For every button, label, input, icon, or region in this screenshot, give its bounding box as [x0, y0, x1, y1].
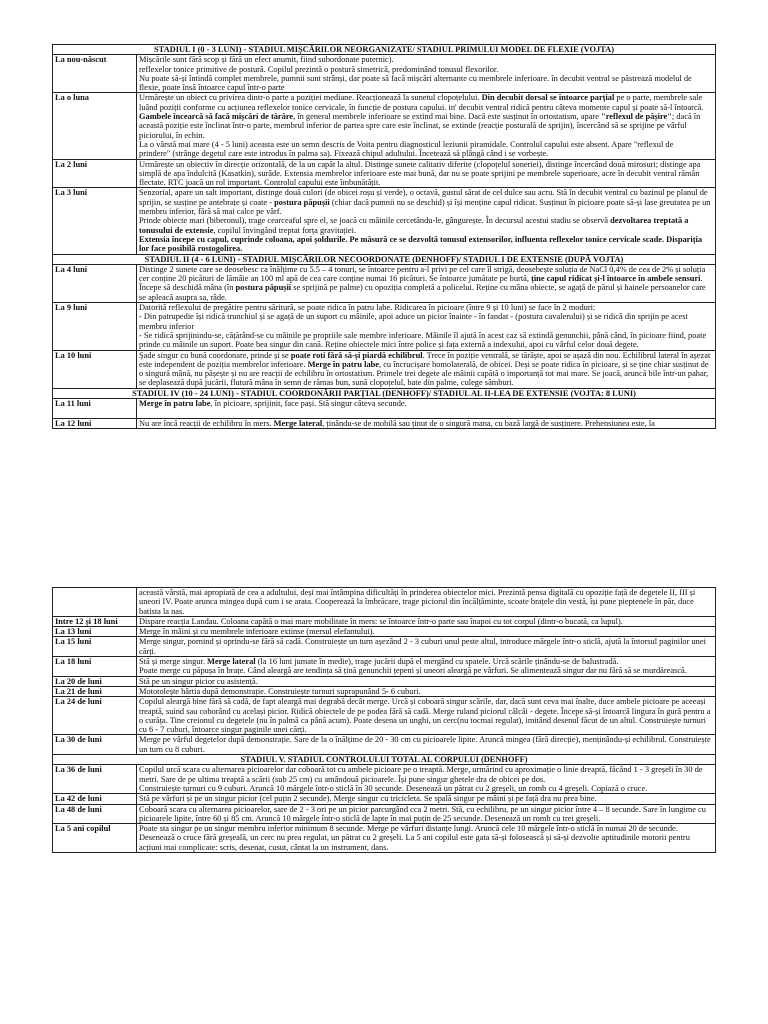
age-cell: La 11 luni [53, 398, 137, 418]
blank-line [139, 408, 713, 417]
description-cell [137, 93, 716, 159]
description-line: - Se ridică sprijinindu-se, cățărând-se cu mâinile pe propriile sale membre inferioare. Mâinile îl ajută în acest caz să extindă genunchii, până când, în picioare fiind, poate prinde cu mâinile un suport. Poate bea singur din cană. Reține obiectele mici între police și fața externă a indexului, apoi cu vârful celor două degete. [139, 330, 707, 350]
stage-title: STADIUL I (0 - 3 LUNI) - STADIUL MIȘCĂRILOR NEORGANIZATE/ STADIUL PRIMULUI MODEL DE FLEXIE (VOJTA) [53, 45, 716, 55]
description-line: Coboară scara cu alternarea picioarelor, sare de 2 - 3 ori pe un picior parcurgând cca 2 metri. Stă, cu echilibru, pe un singur picior între 4 – 8 secunde. Sare în lungime cu picioarele lipite, între 60 și 85 cm. Aruncă 10 mărgele într-o sticlă de lapte în mai puțin de 25 secunde. Desenează un romb cu trei greșeli. [139, 804, 706, 823]
description-line: Mototolește hârtia după demonstrație. Construiește turnuri suprapunând 5- 6 cuburi. [139, 686, 421, 696]
description-cell [137, 735, 716, 755]
table-row [53, 188, 716, 254]
table-row [53, 697, 716, 735]
table-row [53, 93, 716, 159]
description-cell [137, 616, 716, 626]
age-cell: La 24 de luni [53, 697, 137, 735]
age-cell: La 2 luni [53, 159, 137, 188]
table-1-body [53, 45, 716, 429]
description-line: Copilul urcă scara cu alternarea picioarelor dar coboară tot cu ambele picioare pe o treaptă. Merge, urmărind cu aproximație o linie dreaptă, făcând 1 - 3 greșeli în 30 de metri. Sare de pe ultima treaptă a scării (sub 25 cm) cu amândouă picioarele. Își pune singur ghetele dra de obicei pe dos. [139, 765, 703, 784]
description-line: Datorită reflexului de pregătire pentru săritură, se poate ridica în patru labe. Ridicarea în picioare (între 9 și 10 luni) se face în 2 moduri: [139, 303, 596, 313]
description-line: Extensia începe cu capul, cuprinde coloana, apoi șoldurile. Pe măsură ce se dezvoltă tonusul extensorilor, influenta reflexelor tonice cervicale scade. Dispariția lor face posibilă rostogolirea. [139, 234, 703, 254]
age-cell: La 13 luni [53, 627, 137, 637]
table-row [53, 657, 716, 677]
age-cell: La 3 luni [53, 188, 137, 254]
description-line: Mișcările sunt fără scop și fără un efect anumit, fiind subordonate puternic). [139, 55, 394, 65]
table-row [53, 686, 716, 696]
stage-title: STADIUL IV (10 - 24 LUNI) - STADIUL COORDONĂRII PARȚIAL (DENHOFF)/ STADIUL AL II-LEA DE EXTENSIE (VOJTA: 8 LUNI) [53, 388, 716, 398]
description-line: Stă pe un singur picior cu asistență. [139, 676, 258, 686]
development-table-part-2 [52, 587, 716, 853]
stage-header [53, 388, 716, 398]
description-cell [137, 188, 716, 254]
table-row [53, 55, 716, 93]
age-cell [53, 588, 137, 617]
age-cell: La 18 luni [53, 657, 137, 677]
description-line: reflexelor tonice primitive de postură. Copilul prezintă o postură simetrică, predominând tonusul flexorilor. [139, 64, 499, 74]
description-cell [137, 637, 716, 657]
description-cell [137, 686, 716, 696]
description-line: Senzorial, apare un salt important, distinge două culori (de obicei roșu și verde), o octavă, gustul sărat de cel dulce sau acru. Stă în decubit ventral cu bazinul pe planul de sprijin, se susține pe antebrațe și coate - postura păpușii (chiar dacă pumnii nu se deschid) și își menține capul ridicat. Susținut în picioare poate să-și lase greutatea pe un membru inferior, fără să mai calce pe vârf. [139, 188, 711, 217]
table-row [53, 159, 716, 188]
description-line: Prinde obiecte mari (biberonul), trage cearceaful spre el, se joacă cu mâinile cercetându-le, gângurește. În decursul acestui stadiu se observă dezvoltarea treptată a tonusului de extensie, copilul învingând treptat forța gravitației. [139, 216, 689, 235]
description-line: La o vârstă mai mare (4 - 5 luni) aceasta este un semn descris de Voita pentru diagnosticul leziunii piramidale. Controlul capului este absent. Apare "reflexul de [139, 139, 674, 149]
table-row [53, 588, 716, 617]
description-line: această vârstă, mai apropiată de cea a adultului, deși mai întâmpina dificultăți în prinderea obiectelor mici. Prezintă pensa digitală cu opoziție față de degetele II, III și uneori IV. Poate arunca mingea după cum i se arata. Cooperează la îmbrăcare, trage piciorul din încălțăminte, scoate brațele din vestă, își pune pieptenele în păr, duce batista la nas. [139, 588, 696, 616]
stage-header [53, 254, 716, 264]
table-2-body [53, 588, 716, 853]
description-line: Poate merge cu păpușa în brațe. Când aleargă are tendința să țină genunchii țepeni și uneori aleargă pe vârfuri. Se alimentează singur dar nu fără să se murdărească. [139, 666, 687, 676]
age-cell: Intre 12 și 18 luni [53, 616, 137, 626]
description-line: Nu are încă reacții de echilibru în mers. Merge lateral, ținându-se de mobilă sau ținut de o singură mana, cu bază largă de susținere. Prehensiunea este, la [139, 418, 655, 428]
stage-header [53, 755, 716, 765]
description-cell [137, 824, 716, 853]
table-row [53, 735, 716, 755]
description-cell [137, 264, 716, 302]
age-cell: La nou-născut [53, 55, 137, 93]
table-row [53, 398, 716, 418]
description-line: Gambele încearcă să facă mișcări de târâre, în general membrele inferioare se extind mai bine. Dacă este susținut în ortostatism, apare "reflexul de pășire"; dacă în această poziție este înclinat într-o parte, membrul inferior de partea spre care este înclinat, se extinde (reacție posturală de sprijin), încercând să se sprijine pe vârful piciorului, în echin. [139, 112, 701, 140]
description-cell [137, 55, 716, 93]
description-cell [137, 303, 716, 350]
description-line: Nu poate să-și întindă complet membrele, pumnii sunt strânși, dar poate să facă mișcări alternante cu membrele inferioare. în decubit ventral se păstrează modelul de flexie, poate însă întoarce capul într-o parte [139, 73, 692, 93]
description-cell [137, 676, 716, 686]
description-line: Merge în patru labe, în picioare, sprijinit, face pași. Stă singur câteva secunde. [139, 398, 407, 408]
age-cell: La 21 de luni [53, 686, 137, 696]
description-line: Stă și merge singur. Merge lateral (la 16 luni jumate în medie), trage jucării după el mergând cu spatele. Urcă scările ținându-se de balustradă. [139, 657, 619, 667]
description-cell [137, 657, 716, 677]
description-line: Poate sta singur pe un singur membru inferior minimum 8 secunde. Merge pe vârfuri distanțe lungi. Aruncă cele 10 mărgele într-o sticlă în numai 20 de secunde. Desenează o cruce fără greșeală, un cerc nu prea regulat, un pătrat cu 2 greșeli. La 5 ani copilul este gata să-și folosească și să-și dezvolte aptitudinile motorii pentru acțiuni mai complicate: scris, desenat, cusut, cântat la un instrument, dans. [139, 824, 690, 852]
age-cell: La 15 luni [53, 637, 137, 657]
age-cell: La 10 luni [53, 350, 137, 388]
stage-header [53, 45, 716, 55]
age-cell: La 20 de luni [53, 676, 137, 686]
table-row [53, 264, 716, 302]
table-row [53, 627, 716, 637]
description-cell [137, 588, 716, 617]
description-line: Merge pe vârful degetelor după demonstrație. Sare de la o înălțime de 20 - 30 cm cu picioarele lipite. Aruncă mingea (fără direcție), menținându-și echilibrul. Construiește un turn cu 8 cuburi. [139, 735, 711, 754]
age-cell: La 4 luni [53, 264, 137, 302]
description-line: - Din patrupedie își ridică trunchiul și se agață de un suport cu mâinile, apoi aduce un picior înainte - în fandat - (postura cavalerului) și se ridică din sprijin pe acest membru inferior [139, 312, 688, 331]
age-cell: La 12 luni [53, 418, 137, 428]
table-row [53, 824, 716, 853]
description-cell [137, 697, 716, 735]
table-row [53, 804, 716, 824]
description-line: Copilul aleargă bine fără să cadă, de fapt aleargă mai degrabă decât merge. Urcă și coboară singur scările, dar, dacă sunt ceva mai înalte, duce ambele picioare pe aceeași treaptă, suind sau coborând cu același picior. Ridică obiectele de pe podea fără să cadă. Merge ruland piciorul călcâi - degete. Începe să-și întoarcă lingura în gură pentru a o curăța. Tine creionul cu degetele (nu în palmă ca până acum). Poate desena un unghi, un cerc(nu tocmai regulat), imitând desenul făcut de un altul. Construiește turnuri cu 6 - 7 cuburi, întoarce singur paginile unei cărți. [139, 697, 711, 735]
table-row [53, 418, 716, 428]
description-line: Urmărește un obiectiv în direcție orizontală, de la un capăt la altul. Distinge sunete calitativ diferite (clopoțelul soneriei), distinge încercând două mirosuri; distinge apa simplă de apa îndulcită (Kasatkin), surâde. Extensia membrelor inferioare este mai bună, dar nu se poate sprijini pe membrele superioare, acre în decubit ventral rămân flectate. RTC joacă un rol important. Controlul capului este îmbunătățit. [139, 159, 701, 188]
description-line: Distinge 2 sunete care se deosebesc ca înălțime cu 5.5 – 4 tonuri, se întoarce pentru a-l privi pe cel care îl strigă, deosebește soluția de NaCl 0,4% de cea de 2% și soluția cer conține 20 picături de lămâie an 100 ml apă de cea care conține numai 16 picături. Se întoarce jumătate pe burtă, ține capul ridicat și-l întoarce în ambele sensuri. Începe să deschidă mâna (în postura păpușii se sprijină pe palme) cu opoziția completă a policelui. Reține cu mâna obiecte, se agață de părul și hainele persoanelor care se apleacă asupra sa, râde. [139, 264, 706, 302]
description-cell [137, 418, 716, 428]
description-cell [137, 804, 716, 824]
age-cell: La 5 ani copilul [53, 824, 137, 853]
table-row [53, 676, 716, 686]
description-cell [137, 159, 716, 188]
age-cell: La o luna [53, 93, 137, 159]
description-cell [137, 350, 716, 388]
table-row [53, 637, 716, 657]
description-cell [137, 627, 716, 637]
table-row [53, 794, 716, 804]
age-cell: La 9 luni [53, 303, 137, 350]
description-cell [137, 398, 716, 418]
age-cell: La 36 de luni [53, 765, 137, 794]
table-row [53, 616, 716, 626]
age-cell: La 48 de luni [53, 804, 137, 824]
stage-title: STADIUL V. STADIUL CONTROLULUI TOTAL AL CORPULUI (DENHOFF) [53, 755, 716, 765]
description-line: Merge în mâini și cu membrele inferioare extinse (mersul elefantului). [139, 627, 375, 637]
description-line: Merge singur, pornind și oprindu-se fără să cadă. Construiește un turn așezând 2 - 3 cuburi unul peste altul, introduce mărgele într-o sticlă, ajută la întorsul paginilor unei cărți. [139, 637, 706, 656]
description-line: Construiește turnuri cu 9 cuburi. Aruncă 10 mărgele într-o sticlă în 30 secunde. Desenează un pătrat cu 2 greșeli, un romb cu 4 greșeli. Copiază o cruce. [139, 783, 648, 793]
description-line: prindere" (strânge degetul care este introdus în palma sa). Fixează chipul adultului. Încetează să plângă când i se vorbește. [139, 149, 549, 159]
table-row [53, 350, 716, 388]
table-row [53, 765, 716, 794]
description-cell [137, 794, 716, 804]
description-line: Șade singur cu bună coordonare, prinde și se poate roti fără să-și piardă echilibrul. Trece în poziție ventrală, se tărăște, apoi se așază din nou. Echilibrul lateral în așezat este independent de poziția membrelor inferioare. Merge în patru labe, cu încrucișare homolaterală, de obicei. Deși se poate ridica în picioare, și se ține chiar susținut de o singură mână, nu pășește și nu are reacții de echilibru în ortostatism. Primele trei degete ale mâinii capătă o importanță tot mai mare. Se joacă, aruncă bile într-un pahar, se deplasează după jucării, flutură mâna în semn de rămas bun, sună clopoțelul, bate din palme, culege sâmburi. [139, 350, 711, 388]
description-line: Urmărește un obiect cu privirea dintr-o parte a poziției mediane. Reacționează la sunetul clopoțelului. Din decubit dorsal se întoarce parțial pe o parte, membrele sale luând poziții conforme cu acțiunea reflexelor tonice cervicale, în funcție de postura capului. in' decubit ventral ridică pentru câteva momente capul și poate să-l întoarcă. [139, 93, 704, 112]
description-cell [137, 765, 716, 794]
description-line: Stă pe vârfuri și pe un singur picior (cel puțin 2 secunde). Merge singur cu tricicleta. Se spală singur pe mâini și pe față dra nu prea bine. [139, 794, 597, 804]
description-line: Dispare reacția Landau. Coloana capătă o mai mare mobilitate în mers: se întoarce într-o parte sau înapoi cu tot corpul (dintr-o bucată, ca lupul). [139, 616, 623, 626]
stage-title: STADIUL II (4 - 6 LUNI) - STADIUL MIȘCĂRILOR NECOORDONATE (DENHOFF)/ STADIUL I DE EXTENSIE (DUPĂ VOJTA) [53, 254, 716, 264]
table-row [53, 303, 716, 350]
age-cell: La 30 de luni [53, 735, 137, 755]
development-table-part-1 [52, 44, 716, 429]
age-cell: La 42 de luni [53, 794, 137, 804]
